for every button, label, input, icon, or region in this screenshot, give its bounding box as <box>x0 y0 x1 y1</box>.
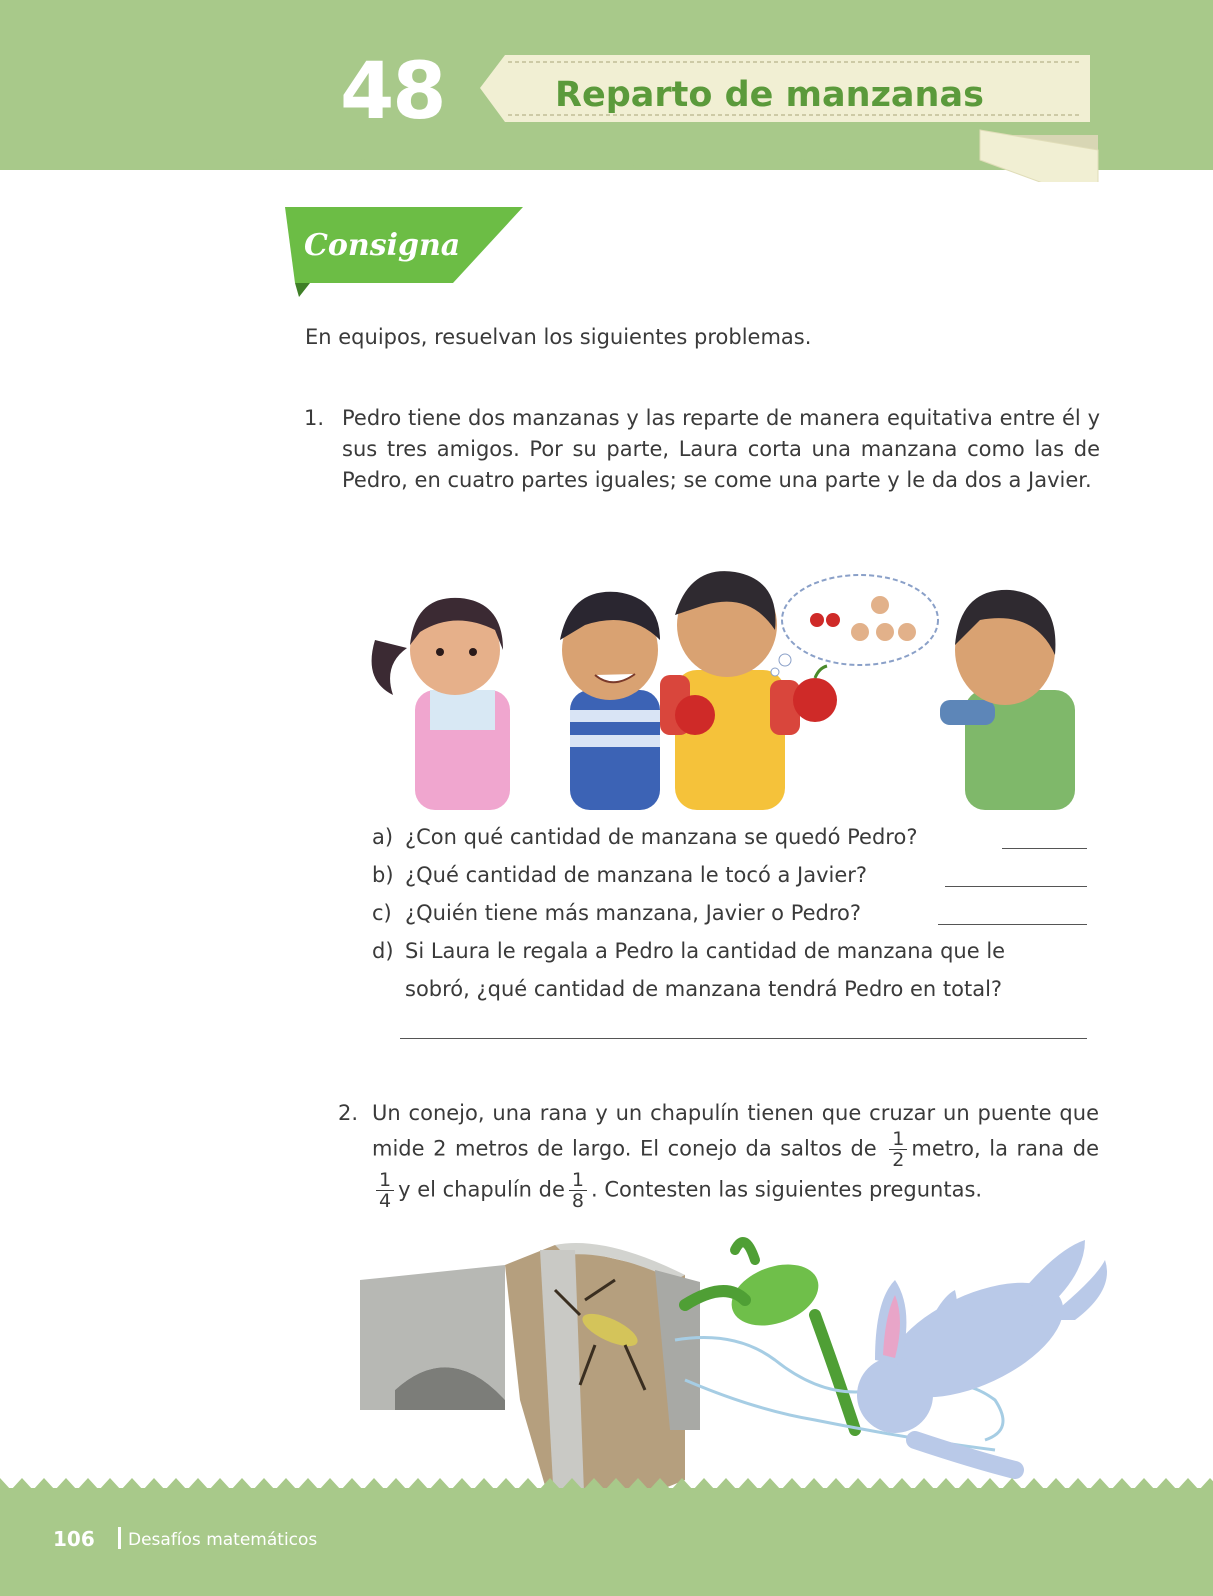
problem-1-text: Pedro tiene dos manzanas y las reparte de manera equitativa entre él y sus tres amigos. Por su parte, Laura corta una manzana como las de Pedro, en cuatro partes iguales; se come una parte y le da dos a Javier. <box>342 406 1100 492</box>
footer-separator <box>118 1527 121 1549</box>
bridge-animals-illustration <box>355 1220 1115 1520</box>
question-c-text: ¿Quién tiene más manzana, Javier o Pedro? <box>405 901 862 925</box>
answer-blank-b[interactable] <box>945 886 1087 887</box>
page-number: 106 <box>53 1527 95 1551</box>
problem-2-text-mid1: metro, la rana de <box>911 1136 1099 1161</box>
answer-blank-a[interactable] <box>1002 848 1087 849</box>
fraction-half: $\frac{1}{2}$ <box>889 1129 907 1170</box>
children-with-apples-illustration <box>355 570 1100 810</box>
problem-2-text-before: Un conejo, una rana y un chapulín tienen que cruzar un puente que mide 2 metros de largo. El conejo da saltos de <box>372 1101 1099 1161</box>
problem-2-text-after: . Contesten las siguientes preguntas. <box>591 1177 983 1202</box>
question-d-letter: d) <box>372 939 394 963</box>
book-title: Desafíos matemáticos <box>128 1530 318 1550</box>
lesson-number: 48 <box>340 47 445 137</box>
frog-figure <box>685 1242 855 1430</box>
question-a-letter: a) <box>372 825 394 849</box>
thought-bubble <box>771 575 938 676</box>
problem-2-text-mid2: y el chapulín de <box>398 1177 565 1202</box>
girl-figure <box>372 598 510 810</box>
question-c-letter: c) <box>372 901 392 925</box>
fraction-eighth: $\frac{1}{8}$ <box>569 1170 587 1211</box>
problem-2-number: 2. <box>338 1101 359 1125</box>
question-d-text-line1: Si Laura le regala a Pedro la cantidad de manzana que le <box>405 939 1006 963</box>
consigna-label: Consigna <box>304 228 461 263</box>
boy-blue-shirt-figure <box>560 592 660 810</box>
question-d-text-line2: sobró, ¿qué cantidad de manzana tendrá Pedro en total? <box>405 977 1003 1001</box>
instruction-text: En equipos, resuelvan los siguientes problemas. <box>305 325 812 349</box>
fraction-quarter: $\frac{1}{4}$ <box>376 1170 394 1211</box>
question-b-letter: b) <box>372 863 394 887</box>
problem-1-number: 1. <box>304 406 325 430</box>
question-b-text: ¿Qué cantidad de manzana le tocó a Javier? <box>405 863 868 887</box>
javier-figure <box>940 590 1075 810</box>
lesson-title: Reparto de manzanas <box>555 75 984 115</box>
question-a-text: ¿Con qué cantidad de manzana se quedó Pedro? <box>405 825 918 849</box>
answer-blank-d[interactable] <box>400 1038 1087 1039</box>
problem-2-text <box>372 1098 1099 1211</box>
answer-blank-c[interactable] <box>938 924 1087 925</box>
